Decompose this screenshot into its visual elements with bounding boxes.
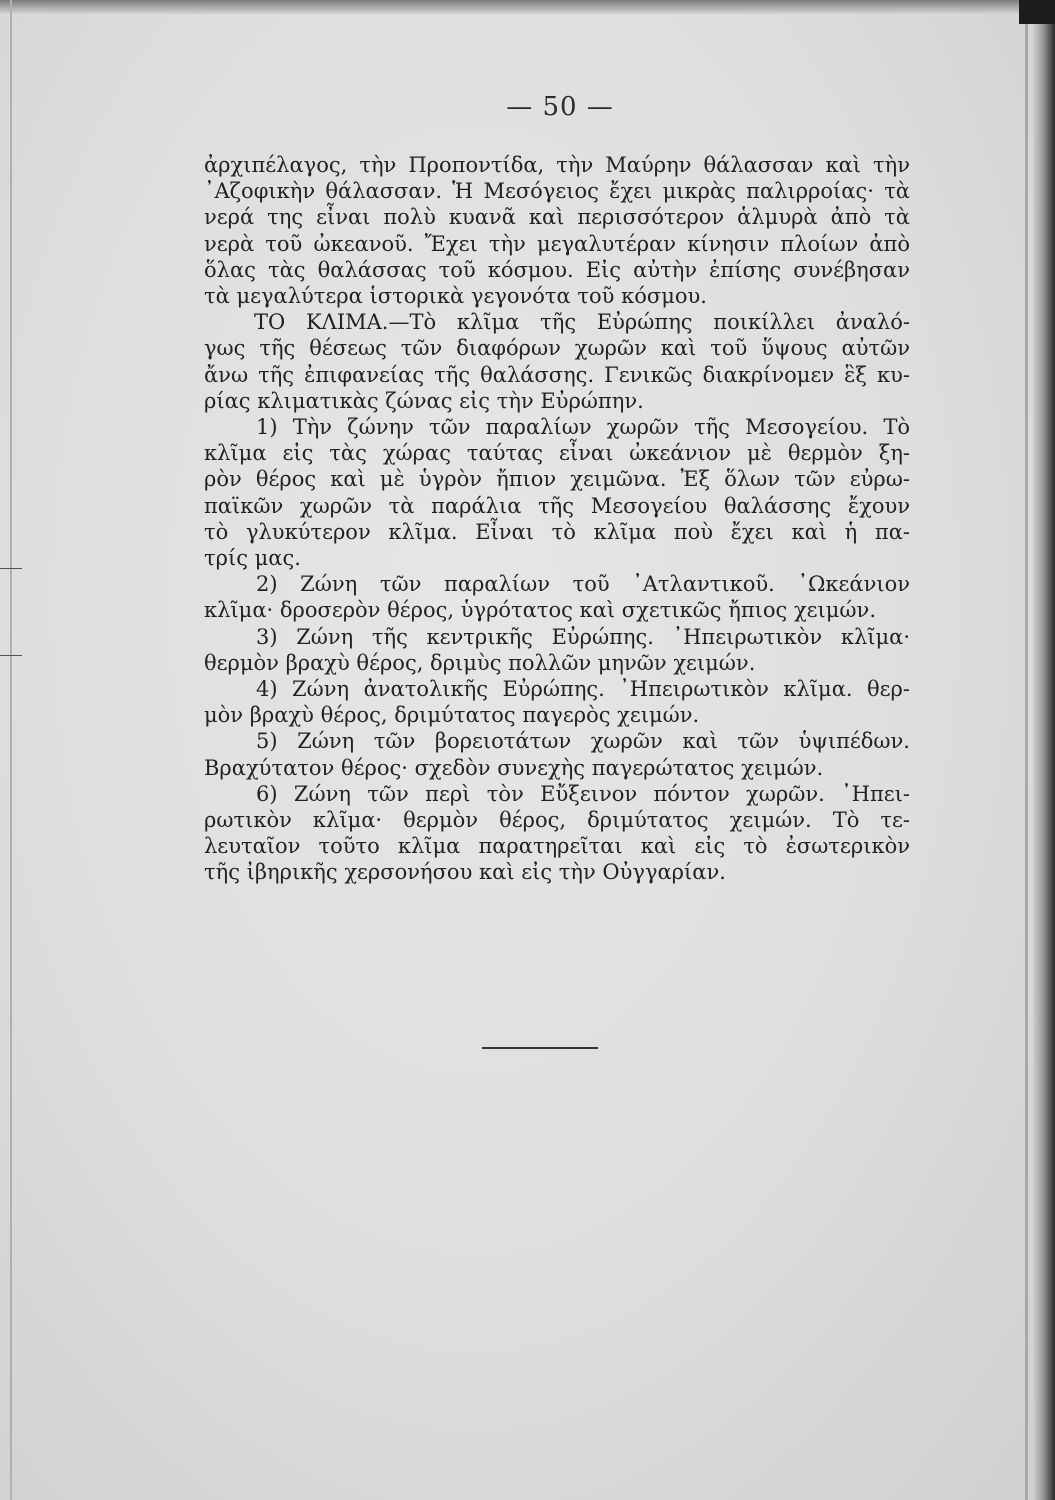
scan-corner <box>1019 0 1055 24</box>
list-item-line: 5) Ζώνη τῶν βορειοτάτων χωρῶν καὶ τῶν ὑψιπέδων. <box>256 729 910 754</box>
list-item-line: 3) Ζώνη τῆς κεντρικῆς Εὐρώπης. ᾿Ηπειρωτικὸν κλῖμα· <box>256 624 910 649</box>
list-item-line: 6) Ζώνη τῶν περὶ τὸν Εὔξεινον πόντον χωρῶν. ᾿Ηπει- <box>256 781 910 806</box>
text-line: Βραχύτατον θέρος· σχεδὸν συνεχὴς παγερώτατος χειμών. <box>204 755 824 780</box>
text-line: κλῖμα· δροσερὸν θέρος, ὑγρότατος καὶ σχετικῶς ἤπιος χειμών. <box>204 598 876 623</box>
text-line: μὸν βραχὺ θέρος, δριμύτατος παγερὸς χειμών. <box>204 703 700 728</box>
section-heading-line: ΤΟ ΚΛΙΜΑ.—Τὸ κλῖμα τῆς Εὐρώπης ποικίλλει ἀναλό- <box>254 310 910 335</box>
text-line: ὅλας τὰς θαλάσσας τοῦ κόσμου. Εἰς αὐτὴν ἐπίσης συνέβησαν <box>204 257 910 282</box>
page-number: — 50 — <box>506 92 614 122</box>
text-line: τῆς ἰβηρικῆς χερσονήσου καὶ εἰς τὴν Οὐγγαρίαν. <box>204 860 726 885</box>
body-text <box>204 152 910 886</box>
list-item-line: 2) Ζώνη τῶν παραλίων τοῦ ᾿Ατλαντικοῦ. ᾿Ωκεάνιον <box>256 572 910 597</box>
list-item-line: 1) Τὴν ζώνην τῶν παραλίων χωρῶν τῆς Μεσογείου. Τὸ <box>256 415 910 440</box>
text-line: λευταῖον τοῦτο κλῖμα παρατηρεῖται καὶ εἰς τὸ ἐσωτερικὸν <box>204 834 910 859</box>
scan-right-edge <box>1033 0 1055 1500</box>
text-line: ἄνω τῆς ἐπιφανείας τῆς θαλάσσης. Γενικῶς διακρίνομεν ἓξ κυ- <box>204 362 910 387</box>
text-line: ρωτικὸν κλῖμα· θερμὸν θέρος, δριμύτατος χειμών. Τὸ τε- <box>204 808 910 833</box>
text-line: τὰ μεγαλύτερα ἱστορικὰ γεγονότα τοῦ κόσμου. <box>204 284 707 309</box>
text-line: ἀρχιπέλαγος, τὴν Προποντίδα, τὴν Μαύρην θάλασσαν καὶ τὴν <box>204 153 910 177</box>
list-item-line: 4) Ζώνη ἀνατολικῆς Εὐρώπης. ᾿Ηπειρωτικὸν κλῖμα. θερ- <box>256 677 910 702</box>
text-line: κλῖμα εἰς τὰς χώρας ταύτας εἶναι ὠκεάνιον μὲ θερμὸν ξη- <box>204 441 910 466</box>
text-line: θερμὸν βραχὺ θέρος, δριμὺς πολλῶν μηνῶν χειμών. <box>204 650 756 675</box>
text-line: τὸ γλυκύτερον κλῖμα. Εἶναι τὸ κλῖμα ποὺ ἔχει καὶ ἡ πα- <box>204 519 910 544</box>
scan-top-edge <box>0 0 1055 14</box>
end-rule <box>482 1047 598 1049</box>
text-line: ᾿Αζοφικὴν θάλασσαν. Ἡ Μεσόγειος ἔχει μικρὰς παλιρροίας· τὰ <box>204 179 910 204</box>
text-line: παϊκῶν χωρῶν τὰ παράλια τῆς Μεσογείου θαλάσσης ἔχουν <box>204 493 910 518</box>
text-line: γως τῆς θέσεως τῶν διαφόρων χωρῶν καὶ τοῦ ὕψους αὐτῶν <box>204 336 910 361</box>
text-line: ρὸν θέρος καὶ μὲ ὑγρὸν ἤπιον χειμῶνα. Ἐξ ὅλων τῶν εὐρω- <box>204 467 910 492</box>
margin-mark <box>0 568 22 569</box>
text-line: νερὰ τοῦ ὠκεανοῦ. Ἔχει τὴν μεγαλυτέραν κίνησιν πλοίων ἀπὸ <box>204 231 910 256</box>
binding-edge <box>10 0 12 1500</box>
text-line: νερά της εἶναι πολὺ κυανᾶ καὶ περισσότερον ἁλμυρὰ ἀπὸ τὰ <box>204 205 910 230</box>
margin-mark <box>0 655 22 656</box>
text-line: τρίς μας. <box>204 546 301 571</box>
text-line: ρίας κλιματικὰς ζώνας εἰς τὴν Εὐρώπην. <box>204 388 644 413</box>
